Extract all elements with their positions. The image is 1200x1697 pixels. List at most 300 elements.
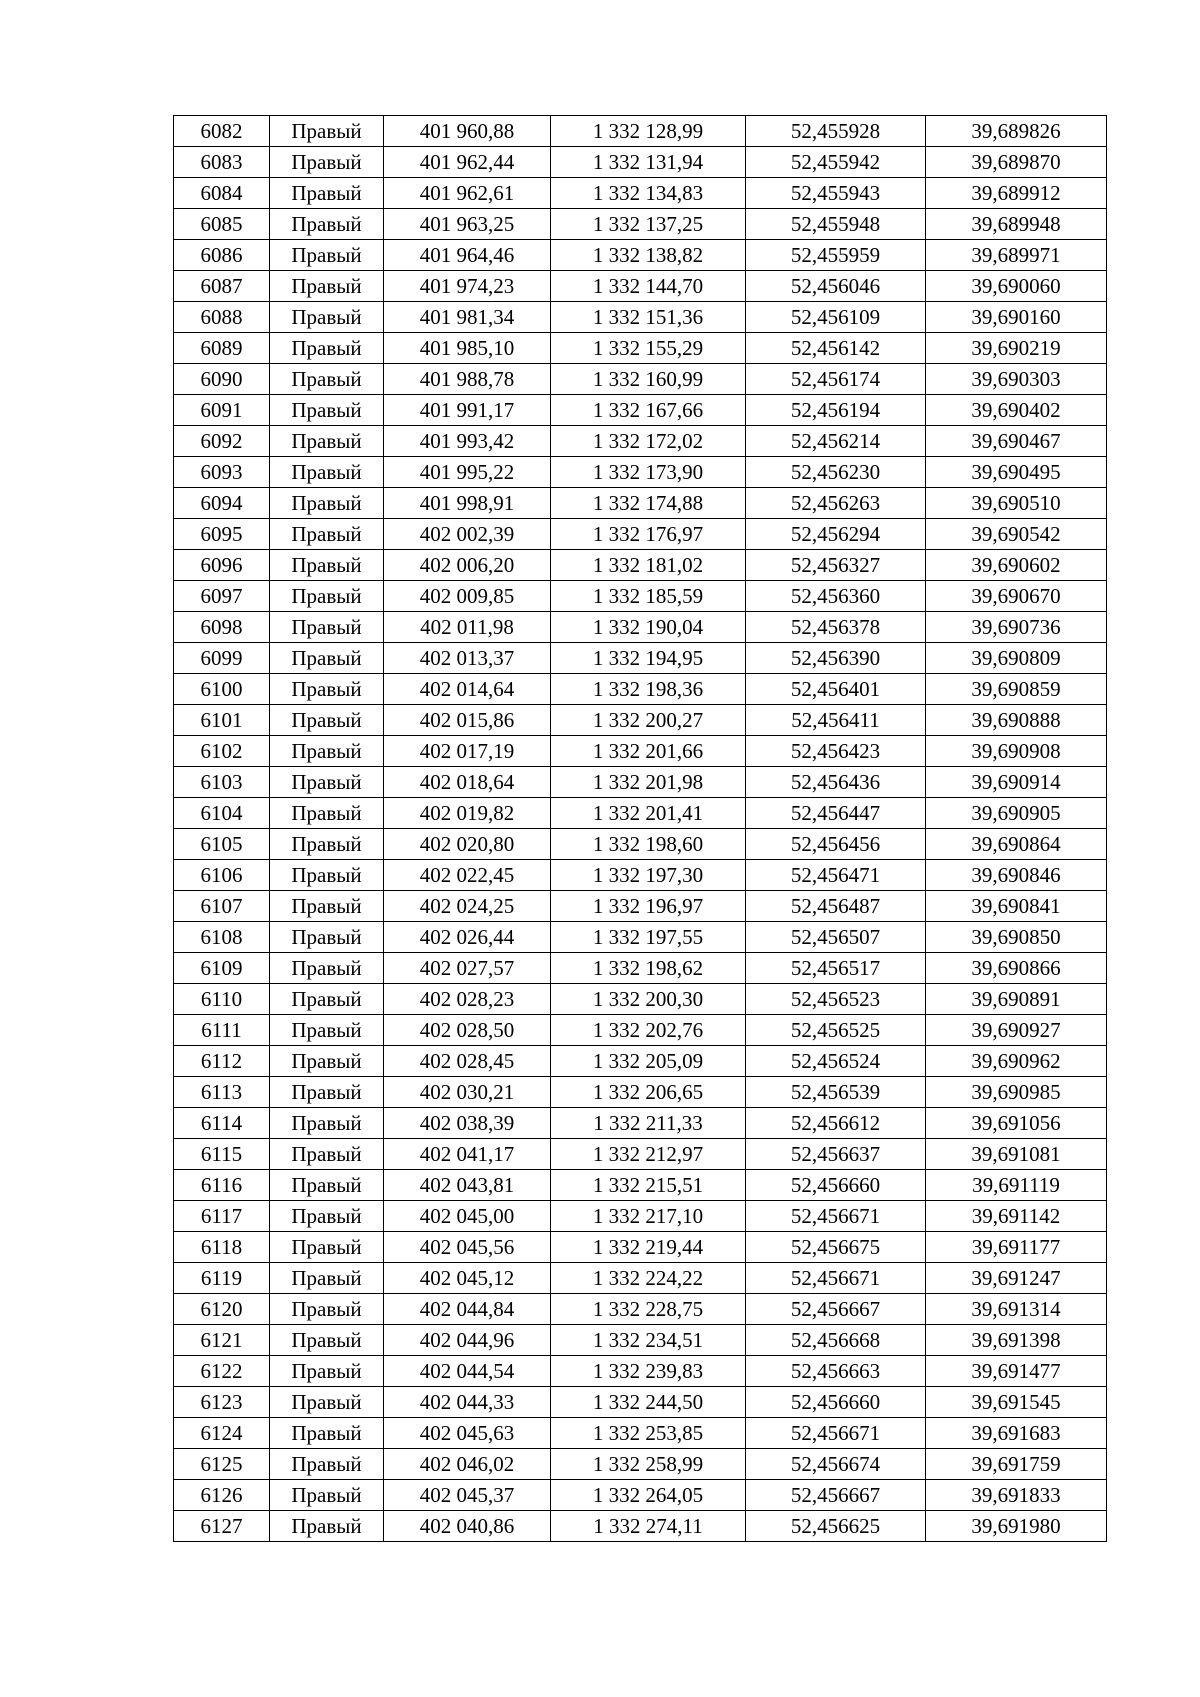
x-coordinate-cell: 402 028,45 xyxy=(384,1046,551,1077)
table-row xyxy=(174,1418,1107,1449)
y-coordinate-cell: 1 332 201,66 xyxy=(551,736,746,767)
y-coordinate-cell: 1 332 181,02 xyxy=(551,550,746,581)
side-cell: Правый xyxy=(270,333,384,364)
y-coordinate-cell: 1 332 201,41 xyxy=(551,798,746,829)
table-row xyxy=(174,581,1107,612)
y-coordinate-cell: 1 332 224,22 xyxy=(551,1263,746,1294)
side-cell: Правый xyxy=(270,984,384,1015)
latitude-cell: 52,456674 xyxy=(746,1449,926,1480)
longitude-cell: 39,691247 xyxy=(926,1263,1107,1294)
latitude-cell: 52,456046 xyxy=(746,271,926,302)
side-cell: Правый xyxy=(270,1511,384,1542)
latitude-cell: 52,456671 xyxy=(746,1418,926,1449)
latitude-cell: 52,456523 xyxy=(746,984,926,1015)
point-number-cell: 6100 xyxy=(174,674,270,705)
longitude-cell: 39,691119 xyxy=(926,1170,1107,1201)
table-row xyxy=(174,705,1107,736)
table-row xyxy=(174,1170,1107,1201)
side-cell: Правый xyxy=(270,1108,384,1139)
y-coordinate-cell: 1 332 160,99 xyxy=(551,364,746,395)
x-coordinate-cell: 401 974,23 xyxy=(384,271,551,302)
table-row xyxy=(174,1511,1107,1542)
latitude-cell: 52,456378 xyxy=(746,612,926,643)
table-row xyxy=(174,1108,1107,1139)
y-coordinate-cell: 1 332 196,97 xyxy=(551,891,746,922)
longitude-cell: 39,690914 xyxy=(926,767,1107,798)
table-row xyxy=(174,860,1107,891)
x-coordinate-cell: 402 002,39 xyxy=(384,519,551,550)
side-cell: Правый xyxy=(270,1077,384,1108)
latitude-cell: 52,456327 xyxy=(746,550,926,581)
x-coordinate-cell: 402 045,12 xyxy=(384,1263,551,1294)
longitude-cell: 39,690809 xyxy=(926,643,1107,674)
latitude-cell: 52,456612 xyxy=(746,1108,926,1139)
x-coordinate-cell: 402 006,20 xyxy=(384,550,551,581)
latitude-cell: 52,456142 xyxy=(746,333,926,364)
point-number-cell: 6115 xyxy=(174,1139,270,1170)
x-coordinate-cell: 402 028,23 xyxy=(384,984,551,1015)
longitude-cell: 39,690467 xyxy=(926,426,1107,457)
y-coordinate-cell: 1 332 211,33 xyxy=(551,1108,746,1139)
latitude-cell: 52,456471 xyxy=(746,860,926,891)
longitude-cell: 39,691081 xyxy=(926,1139,1107,1170)
point-number-cell: 6126 xyxy=(174,1480,270,1511)
point-number-cell: 6105 xyxy=(174,829,270,860)
point-number-cell: 6101 xyxy=(174,705,270,736)
y-coordinate-cell: 1 332 228,75 xyxy=(551,1294,746,1325)
side-cell: Правый xyxy=(270,860,384,891)
side-cell: Правый xyxy=(270,147,384,178)
longitude-cell: 39,690864 xyxy=(926,829,1107,860)
table-row xyxy=(174,736,1107,767)
y-coordinate-cell: 1 332 172,02 xyxy=(551,426,746,457)
point-number-cell: 6086 xyxy=(174,240,270,271)
y-coordinate-cell: 1 332 131,94 xyxy=(551,147,746,178)
table-row xyxy=(174,426,1107,457)
x-coordinate-cell: 402 028,50 xyxy=(384,1015,551,1046)
longitude-cell: 39,691142 xyxy=(926,1201,1107,1232)
latitude-cell: 52,456637 xyxy=(746,1139,926,1170)
latitude-cell: 52,456625 xyxy=(746,1511,926,1542)
table-row xyxy=(174,457,1107,488)
x-coordinate-cell: 402 044,96 xyxy=(384,1325,551,1356)
side-cell: Правый xyxy=(270,643,384,674)
side-cell: Правый xyxy=(270,674,384,705)
side-cell: Правый xyxy=(270,1170,384,1201)
y-coordinate-cell: 1 332 174,88 xyxy=(551,488,746,519)
latitude-cell: 52,456507 xyxy=(746,922,926,953)
longitude-cell: 39,690602 xyxy=(926,550,1107,581)
side-cell: Правый xyxy=(270,302,384,333)
latitude-cell: 52,456675 xyxy=(746,1232,926,1263)
x-coordinate-cell: 402 041,17 xyxy=(384,1139,551,1170)
y-coordinate-cell: 1 332 205,09 xyxy=(551,1046,746,1077)
table-row xyxy=(174,1387,1107,1418)
point-number-cell: 6083 xyxy=(174,147,270,178)
point-number-cell: 6094 xyxy=(174,488,270,519)
latitude-cell: 52,456524 xyxy=(746,1046,926,1077)
table-row xyxy=(174,147,1107,178)
table-row xyxy=(174,302,1107,333)
y-coordinate-cell: 1 332 234,51 xyxy=(551,1325,746,1356)
x-coordinate-cell: 401 998,91 xyxy=(384,488,551,519)
side-cell: Правый xyxy=(270,1201,384,1232)
table-row xyxy=(174,1294,1107,1325)
side-cell: Правый xyxy=(270,457,384,488)
y-coordinate-cell: 1 332 167,66 xyxy=(551,395,746,426)
coordinates-table xyxy=(173,115,1107,1542)
y-coordinate-cell: 1 332 128,99 xyxy=(551,116,746,147)
point-number-cell: 6117 xyxy=(174,1201,270,1232)
point-number-cell: 6118 xyxy=(174,1232,270,1263)
side-cell: Правый xyxy=(270,271,384,302)
y-coordinate-cell: 1 332 138,82 xyxy=(551,240,746,271)
point-number-cell: 6096 xyxy=(174,550,270,581)
table-row xyxy=(174,1077,1107,1108)
x-coordinate-cell: 402 030,21 xyxy=(384,1077,551,1108)
longitude-cell: 39,690841 xyxy=(926,891,1107,922)
side-cell: Правый xyxy=(270,178,384,209)
x-coordinate-cell: 402 013,37 xyxy=(384,643,551,674)
side-cell: Правый xyxy=(270,736,384,767)
x-coordinate-cell: 401 962,44 xyxy=(384,147,551,178)
table-row xyxy=(174,116,1107,147)
y-coordinate-cell: 1 332 151,36 xyxy=(551,302,746,333)
side-cell: Правый xyxy=(270,922,384,953)
table-row xyxy=(174,240,1107,271)
x-coordinate-cell: 402 045,37 xyxy=(384,1480,551,1511)
point-number-cell: 6090 xyxy=(174,364,270,395)
latitude-cell: 52,456525 xyxy=(746,1015,926,1046)
longitude-cell: 39,691056 xyxy=(926,1108,1107,1139)
latitude-cell: 52,456517 xyxy=(746,953,926,984)
longitude-cell: 39,690866 xyxy=(926,953,1107,984)
point-number-cell: 6107 xyxy=(174,891,270,922)
longitude-cell: 39,690859 xyxy=(926,674,1107,705)
longitude-cell: 39,690905 xyxy=(926,798,1107,829)
table-row xyxy=(174,395,1107,426)
latitude-cell: 52,456436 xyxy=(746,767,926,798)
table-row xyxy=(174,550,1107,581)
x-coordinate-cell: 402 044,33 xyxy=(384,1387,551,1418)
point-number-cell: 6093 xyxy=(174,457,270,488)
point-number-cell: 6104 xyxy=(174,798,270,829)
y-coordinate-cell: 1 332 215,51 xyxy=(551,1170,746,1201)
latitude-cell: 52,455948 xyxy=(746,209,926,240)
x-coordinate-cell: 402 040,86 xyxy=(384,1511,551,1542)
y-coordinate-cell: 1 332 173,90 xyxy=(551,457,746,488)
point-number-cell: 6114 xyxy=(174,1108,270,1139)
x-coordinate-cell: 402 027,57 xyxy=(384,953,551,984)
table-row xyxy=(174,364,1107,395)
side-cell: Правый xyxy=(270,1387,384,1418)
x-coordinate-cell: 401 981,34 xyxy=(384,302,551,333)
y-coordinate-cell: 1 332 200,27 xyxy=(551,705,746,736)
longitude-cell: 39,690219 xyxy=(926,333,1107,364)
table-row xyxy=(174,1263,1107,1294)
x-coordinate-cell: 401 991,17 xyxy=(384,395,551,426)
side-cell: Правый xyxy=(270,1139,384,1170)
table-row xyxy=(174,1325,1107,1356)
y-coordinate-cell: 1 332 176,97 xyxy=(551,519,746,550)
side-cell: Правый xyxy=(270,767,384,798)
latitude-cell: 52,456539 xyxy=(746,1077,926,1108)
y-coordinate-cell: 1 332 197,55 xyxy=(551,922,746,953)
longitude-cell: 39,690303 xyxy=(926,364,1107,395)
y-coordinate-cell: 1 332 190,04 xyxy=(551,612,746,643)
side-cell: Правый xyxy=(270,612,384,643)
point-number-cell: 6121 xyxy=(174,1325,270,1356)
latitude-cell: 52,456671 xyxy=(746,1263,926,1294)
x-coordinate-cell: 402 044,84 xyxy=(384,1294,551,1325)
latitude-cell: 52,456667 xyxy=(746,1294,926,1325)
longitude-cell: 39,691398 xyxy=(926,1325,1107,1356)
latitude-cell: 52,455942 xyxy=(746,147,926,178)
table-row xyxy=(174,488,1107,519)
x-coordinate-cell: 402 014,64 xyxy=(384,674,551,705)
side-cell: Правый xyxy=(270,705,384,736)
x-coordinate-cell: 402 026,44 xyxy=(384,922,551,953)
x-coordinate-cell: 401 963,25 xyxy=(384,209,551,240)
latitude-cell: 52,455959 xyxy=(746,240,926,271)
side-cell: Правый xyxy=(270,488,384,519)
y-coordinate-cell: 1 332 253,85 xyxy=(551,1418,746,1449)
y-coordinate-cell: 1 332 219,44 xyxy=(551,1232,746,1263)
point-number-cell: 6119 xyxy=(174,1263,270,1294)
table-row xyxy=(174,767,1107,798)
side-cell: Правый xyxy=(270,426,384,457)
latitude-cell: 52,456174 xyxy=(746,364,926,395)
table-row xyxy=(174,271,1107,302)
x-coordinate-cell: 402 045,56 xyxy=(384,1232,551,1263)
side-cell: Правый xyxy=(270,1294,384,1325)
y-coordinate-cell: 1 332 198,62 xyxy=(551,953,746,984)
x-coordinate-cell: 401 988,78 xyxy=(384,364,551,395)
y-coordinate-cell: 1 332 144,70 xyxy=(551,271,746,302)
table-row xyxy=(174,984,1107,1015)
table-row xyxy=(174,209,1107,240)
latitude-cell: 52,456294 xyxy=(746,519,926,550)
point-number-cell: 6087 xyxy=(174,271,270,302)
point-number-cell: 6124 xyxy=(174,1418,270,1449)
table-row xyxy=(174,612,1107,643)
latitude-cell: 52,456663 xyxy=(746,1356,926,1387)
side-cell: Правый xyxy=(270,364,384,395)
x-coordinate-cell: 402 045,00 xyxy=(384,1201,551,1232)
longitude-cell: 39,690542 xyxy=(926,519,1107,550)
x-coordinate-cell: 401 993,42 xyxy=(384,426,551,457)
y-coordinate-cell: 1 332 206,65 xyxy=(551,1077,746,1108)
table-row xyxy=(174,178,1107,209)
longitude-cell: 39,690850 xyxy=(926,922,1107,953)
y-coordinate-cell: 1 332 212,97 xyxy=(551,1139,746,1170)
side-cell: Правый xyxy=(270,1263,384,1294)
point-number-cell: 6092 xyxy=(174,426,270,457)
point-number-cell: 6108 xyxy=(174,922,270,953)
point-number-cell: 6111 xyxy=(174,1015,270,1046)
x-coordinate-cell: 402 017,19 xyxy=(384,736,551,767)
longitude-cell: 39,689971 xyxy=(926,240,1107,271)
side-cell: Правый xyxy=(270,1046,384,1077)
side-cell: Правый xyxy=(270,829,384,860)
latitude-cell: 52,456667 xyxy=(746,1480,926,1511)
longitude-cell: 39,691177 xyxy=(926,1232,1107,1263)
side-cell: Правый xyxy=(270,395,384,426)
latitude-cell: 52,456411 xyxy=(746,705,926,736)
y-coordinate-cell: 1 332 274,11 xyxy=(551,1511,746,1542)
x-coordinate-cell: 402 011,98 xyxy=(384,612,551,643)
longitude-cell: 39,690962 xyxy=(926,1046,1107,1077)
side-cell: Правый xyxy=(270,519,384,550)
latitude-cell: 52,456487 xyxy=(746,891,926,922)
side-cell: Правый xyxy=(270,1480,384,1511)
latitude-cell: 52,456660 xyxy=(746,1387,926,1418)
longitude-cell: 39,689826 xyxy=(926,116,1107,147)
latitude-cell: 52,456360 xyxy=(746,581,926,612)
point-number-cell: 6084 xyxy=(174,178,270,209)
latitude-cell: 52,456194 xyxy=(746,395,926,426)
longitude-cell: 39,691833 xyxy=(926,1480,1107,1511)
table-row xyxy=(174,829,1107,860)
point-number-cell: 6103 xyxy=(174,767,270,798)
table-row xyxy=(174,1015,1107,1046)
longitude-cell: 39,690060 xyxy=(926,271,1107,302)
table-row xyxy=(174,1449,1107,1480)
point-number-cell: 6085 xyxy=(174,209,270,240)
table-row xyxy=(174,891,1107,922)
point-number-cell: 6116 xyxy=(174,1170,270,1201)
side-cell: Правый xyxy=(270,550,384,581)
y-coordinate-cell: 1 332 201,98 xyxy=(551,767,746,798)
longitude-cell: 39,690888 xyxy=(926,705,1107,736)
x-coordinate-cell: 402 038,39 xyxy=(384,1108,551,1139)
latitude-cell: 52,456401 xyxy=(746,674,926,705)
point-number-cell: 6099 xyxy=(174,643,270,674)
side-cell: Правый xyxy=(270,1325,384,1356)
table-row xyxy=(174,1356,1107,1387)
x-coordinate-cell: 401 964,46 xyxy=(384,240,551,271)
y-coordinate-cell: 1 332 258,99 xyxy=(551,1449,746,1480)
longitude-cell: 39,691545 xyxy=(926,1387,1107,1418)
side-cell: Правый xyxy=(270,209,384,240)
point-number-cell: 6095 xyxy=(174,519,270,550)
x-coordinate-cell: 402 045,63 xyxy=(384,1418,551,1449)
longitude-cell: 39,691980 xyxy=(926,1511,1107,1542)
x-coordinate-cell: 402 046,02 xyxy=(384,1449,551,1480)
latitude-cell: 52,456447 xyxy=(746,798,926,829)
y-coordinate-cell: 1 332 137,25 xyxy=(551,209,746,240)
longitude-cell: 39,690846 xyxy=(926,860,1107,891)
longitude-cell: 39,690908 xyxy=(926,736,1107,767)
longitude-cell: 39,691759 xyxy=(926,1449,1107,1480)
side-cell: Правый xyxy=(270,581,384,612)
longitude-cell: 39,689912 xyxy=(926,178,1107,209)
side-cell: Правый xyxy=(270,1356,384,1387)
longitude-cell: 39,690495 xyxy=(926,457,1107,488)
table-row xyxy=(174,1201,1107,1232)
point-number-cell: 6112 xyxy=(174,1046,270,1077)
longitude-cell: 39,689948 xyxy=(926,209,1107,240)
side-cell: Правый xyxy=(270,1418,384,1449)
table-row xyxy=(174,1480,1107,1511)
x-coordinate-cell: 402 020,80 xyxy=(384,829,551,860)
y-coordinate-cell: 1 332 198,36 xyxy=(551,674,746,705)
point-number-cell: 6082 xyxy=(174,116,270,147)
point-number-cell: 6120 xyxy=(174,1294,270,1325)
latitude-cell: 52,456390 xyxy=(746,643,926,674)
point-number-cell: 6091 xyxy=(174,395,270,426)
latitude-cell: 52,456668 xyxy=(746,1325,926,1356)
longitude-cell: 39,690670 xyxy=(926,581,1107,612)
point-number-cell: 6102 xyxy=(174,736,270,767)
y-coordinate-cell: 1 332 155,29 xyxy=(551,333,746,364)
side-cell: Правый xyxy=(270,953,384,984)
latitude-cell: 52,455928 xyxy=(746,116,926,147)
y-coordinate-cell: 1 332 217,10 xyxy=(551,1201,746,1232)
y-coordinate-cell: 1 332 198,60 xyxy=(551,829,746,860)
latitude-cell: 52,456230 xyxy=(746,457,926,488)
side-cell: Правый xyxy=(270,1232,384,1263)
point-number-cell: 6088 xyxy=(174,302,270,333)
longitude-cell: 39,690736 xyxy=(926,612,1107,643)
latitude-cell: 52,456456 xyxy=(746,829,926,860)
point-number-cell: 6110 xyxy=(174,984,270,1015)
side-cell: Правый xyxy=(270,1449,384,1480)
side-cell: Правый xyxy=(270,891,384,922)
table-row xyxy=(174,953,1107,984)
point-number-cell: 6127 xyxy=(174,1511,270,1542)
longitude-cell: 39,689870 xyxy=(926,147,1107,178)
table-row xyxy=(174,1232,1107,1263)
table-row xyxy=(174,798,1107,829)
y-coordinate-cell: 1 332 194,95 xyxy=(551,643,746,674)
y-coordinate-cell: 1 332 244,50 xyxy=(551,1387,746,1418)
point-number-cell: 6098 xyxy=(174,612,270,643)
point-number-cell: 6122 xyxy=(174,1356,270,1387)
latitude-cell: 52,456423 xyxy=(746,736,926,767)
side-cell: Правый xyxy=(270,116,384,147)
table-row xyxy=(174,674,1107,705)
y-coordinate-cell: 1 332 264,05 xyxy=(551,1480,746,1511)
y-coordinate-cell: 1 332 239,83 xyxy=(551,1356,746,1387)
y-coordinate-cell: 1 332 200,30 xyxy=(551,984,746,1015)
point-number-cell: 6113 xyxy=(174,1077,270,1108)
x-coordinate-cell: 401 962,61 xyxy=(384,178,551,209)
latitude-cell: 52,456671 xyxy=(746,1201,926,1232)
longitude-cell: 39,691477 xyxy=(926,1356,1107,1387)
y-coordinate-cell: 1 332 197,30 xyxy=(551,860,746,891)
point-number-cell: 6109 xyxy=(174,953,270,984)
longitude-cell: 39,690402 xyxy=(926,395,1107,426)
x-coordinate-cell: 402 043,81 xyxy=(384,1170,551,1201)
x-coordinate-cell: 401 985,10 xyxy=(384,333,551,364)
longitude-cell: 39,690510 xyxy=(926,488,1107,519)
longitude-cell: 39,691683 xyxy=(926,1418,1107,1449)
longitude-cell: 39,690891 xyxy=(926,984,1107,1015)
y-coordinate-cell: 1 332 185,59 xyxy=(551,581,746,612)
point-number-cell: 6097 xyxy=(174,581,270,612)
table-row xyxy=(174,1046,1107,1077)
table-row xyxy=(174,333,1107,364)
x-coordinate-cell: 401 960,88 xyxy=(384,116,551,147)
x-coordinate-cell: 401 995,22 xyxy=(384,457,551,488)
x-coordinate-cell: 402 024,25 xyxy=(384,891,551,922)
point-number-cell: 6123 xyxy=(174,1387,270,1418)
x-coordinate-cell: 402 018,64 xyxy=(384,767,551,798)
y-coordinate-cell: 1 332 202,76 xyxy=(551,1015,746,1046)
latitude-cell: 52,456263 xyxy=(746,488,926,519)
side-cell: Правый xyxy=(270,798,384,829)
